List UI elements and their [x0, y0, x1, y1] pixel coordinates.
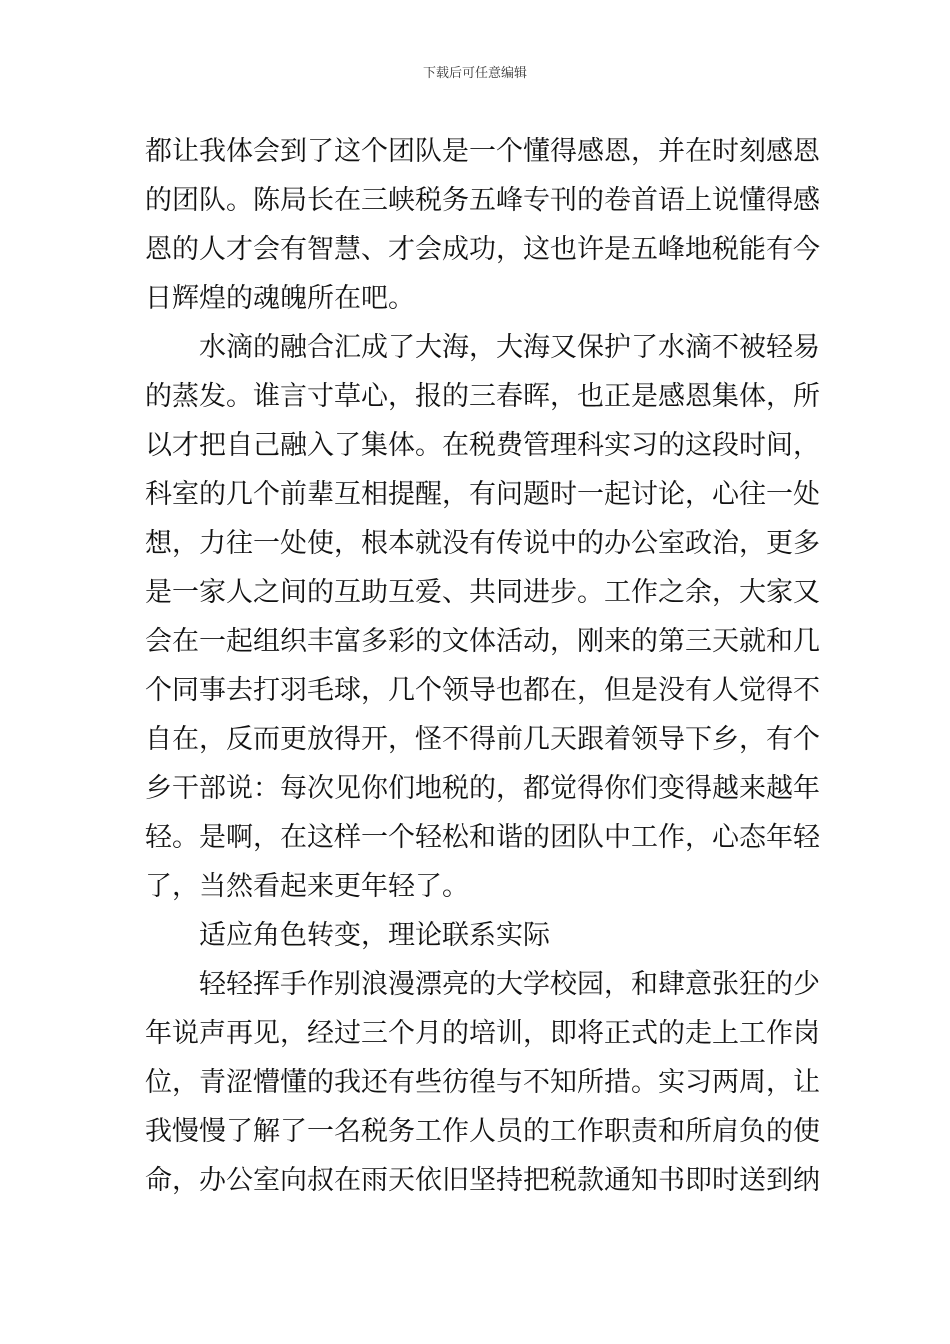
text-line: 位，青涩懵懂的我还有些彷徨与不知所措。实习两周，让	[145, 1067, 820, 1098]
text-line: 会在一起组织丰富多彩的文体活动，刚来的第三天就和几	[145, 626, 820, 657]
text-line: 以才把自己融入了集体。在税费管理科实习的这段时间，	[145, 430, 820, 461]
text-line: 命，办公室向叔在雨天依旧坚持把税款通知书即时送到纳	[145, 1165, 820, 1196]
text-line: 的蒸发。谁言寸草心，报的三春晖，也正是感恩集体，所	[145, 381, 820, 412]
text-line: 乡干部说：每次见你们地税的，都觉得你们变得越来越年	[145, 773, 820, 804]
text-line: 自在，反而更放得开，怪不得前几天跟着领导下乡，有个	[145, 724, 820, 755]
text-line: 都让我体会到了这个团队是一个懂得感恩，并在时刻感恩	[145, 136, 820, 167]
text-line: 我慢慢了解了一名税务工作人员的工作职责和所肩负的使	[145, 1116, 820, 1147]
text-line: 的团队。陈局长在三峡税务五峰专刊的卷首语上说懂得感	[145, 185, 820, 216]
document-body	[145, 127, 820, 1205]
text-line: 科室的几个前辈互相提醒，有问题时一起讨论，心往一处	[145, 479, 820, 510]
text-line: 恩的人才会有智慧、才会成功，这也许是五峰地税能有今	[145, 234, 820, 265]
text-line: 水滴的融合汇成了大海，大海又保护了水滴不被轻易	[199, 332, 820, 363]
section-heading: 适应角色转变，理论联系实际	[199, 920, 550, 951]
text-line: 日辉煌的魂魄所在吧。	[145, 283, 415, 314]
text-line: 想，力往一处使，根本就没有传说中的办公室政治，更多	[145, 528, 820, 559]
text-line: 个同事去打羽毛球，几个领导也都在，但是没有人觉得不	[145, 675, 820, 706]
text-line: 轻。是啊，在这样一个轻松和谐的团队中工作，心态年轻	[145, 822, 820, 853]
text-line: 是一家人之间的互助互爱、共同进步。工作之余，大家又	[145, 577, 820, 608]
text-line: 轻轻挥手作别浪漫漂亮的大学校园，和肆意张狂的少	[199, 969, 820, 1000]
page-header: 下载后可任意编辑	[422, 66, 527, 81]
text-line: 了，当然看起来更年轻了。	[145, 871, 469, 902]
text-line: 年说声再见，经过三个月的培训，即将正式的走上工作岗	[145, 1018, 820, 1049]
